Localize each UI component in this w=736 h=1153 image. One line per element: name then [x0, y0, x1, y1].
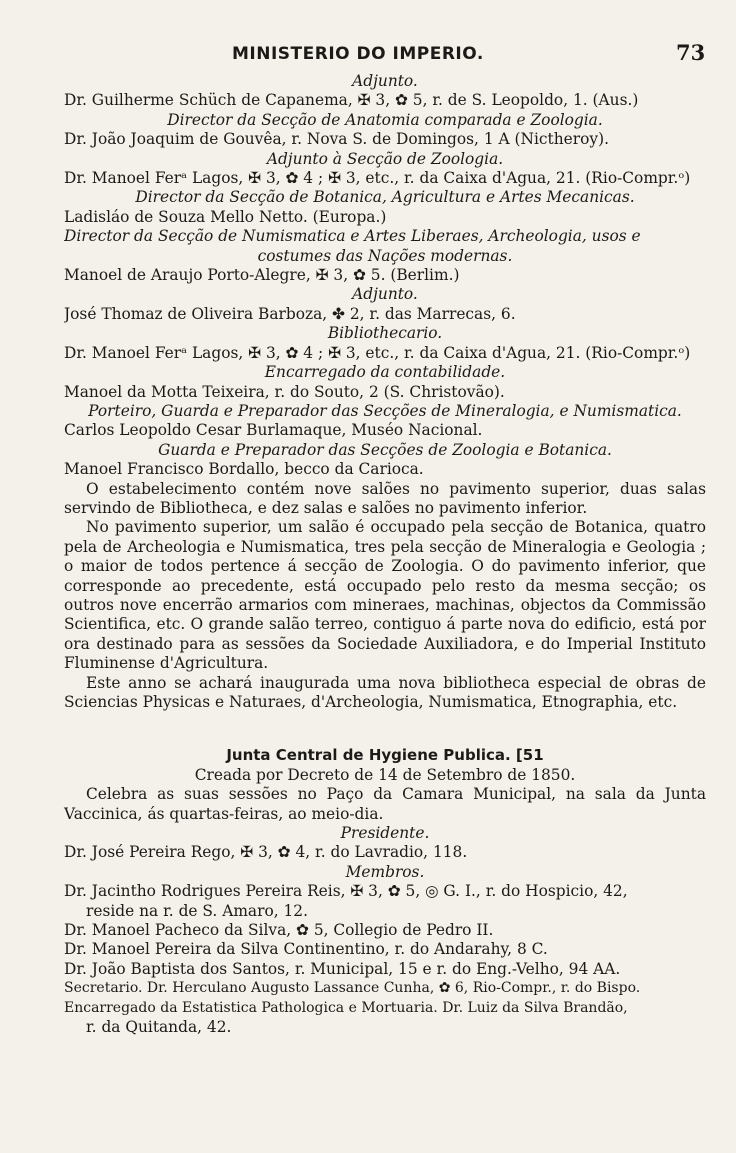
page-header: [0, 40, 736, 70]
entry-line: Ladisláo de Souza Mello Netto. (Europa.): [64, 207, 387, 226]
entry-line: Dr. Guilherme Schüch de Capanema, ✠ 3, ✿ 5, r. de S. Leopoldo, 1. (Aus.): [64, 91, 639, 110]
entry-line-continued: reside na r. de S. Amaro, 12.: [86, 901, 308, 920]
entry-line: Manoel da Motta Teixeira, r. do Souto, 2 (S. Christovão).: [64, 382, 505, 401]
role-heading: Encarregado da contabilidade.: [264, 363, 506, 382]
section-title: Junta Central de Hygiene Publica. [51: [226, 746, 544, 765]
entry-line: Dr. João Joaquim de Gouvêa, r. Nova S. de Domingos, 1 A (Nictheroy).: [64, 130, 609, 149]
entry-line: Dr. Jacintho Rodrigues Pereira Reis, ✠ 3, ✿ 5, ◎ G. I., r. do Hospicio, 42,: [64, 882, 628, 901]
role-heading: Adjunto.: [352, 285, 418, 304]
entry-line: Dr. Manoel Pacheco da Silva, ✿ 5, Collegio de Pedro II.: [64, 921, 494, 940]
entry-line: Secretario. Dr. Herculano Augusto Lassance Cunha, ✿ 6, Rio-Compr., r. do Bispo.: [64, 980, 641, 997]
description-paragraph: No pavimento superior, um salão é occupado pela secção de Botanica, quatro pela de Archeologia e Numismatica, tres pela secção de Mineralogia e Geologia ; o maior de todos pertence á secção de Zoologia. O do pavimento inferior, que corresponde ao precedente, está occupado pelo resto da mesma secção; os outros nove encerrão armarios com mineraes, machinas, objectos da Commissão Scientifica, etc. O grande salão terreo, contiguo á parte nova do edificio, está por ora destinado para as sessões da Sociedade Auxiliadora, e do Imperial Instituto Fluminense d'Agricultura.: [64, 518, 706, 673]
page-number: 73: [676, 40, 706, 65]
description-paragraph: Celebra as suas sessões no Paço da Camara Municipal, na sala da Junta Vaccinica, ás quartas-feiras, ao meio-dia.: [64, 785, 706, 823]
entry-line: Dr. José Pereira Rego, ✠ 3, ✿ 4, r. do Lavradio, 118.: [64, 843, 468, 862]
entry-line: Dr. Manoel Ferᵃ Lagos, ✠ 3, ✿ 4 ; ✠ 3, etc., r. da Caixa d'Agua, 21. (Rio-Compr.ᵒ): [64, 169, 691, 188]
entry-line: Dr. Manoel Ferᵃ Lagos, ✠ 3, ✿ 4 ; ✠ 3, etc., r. da Caixa d'Agua, 21. (Rio-Compr.ᵒ): [64, 343, 691, 362]
role-heading: Guarda e Preparador das Secções de Zoologia e Botanica.: [158, 440, 612, 459]
role-heading-continued: costumes das Nações modernas.: [257, 246, 513, 265]
description-paragraph: Este anno se achará inaugurada uma nova bibliotheca especial de obras de Sciencias Physicas e Naturaes, d'Archeologia, Numismatica, Etnographia, etc.: [64, 673, 706, 711]
role-heading: Porteiro, Guarda e Preparador das Secções de Mineralogia, e Numismatica.: [88, 401, 682, 420]
page-body: [64, 72, 706, 1038]
description-paragraph: O estabelecimento contém nove salões no pavimento superior, duas salas servindo de Bibliotheca, e dez salas e salões no pavimento inferior.: [64, 479, 706, 517]
role-heading: Adjunto.: [352, 72, 418, 90]
role-heading: Director da Secção de Botanica, Agricultura e Artes Mecanicas.: [135, 188, 635, 207]
section-subtitle: Creada por Decreto de 14 de Setembro de 1850.: [194, 765, 576, 784]
section-gap: [64, 712, 706, 746]
entry-line: Encarregado da Estatistica Pathologica e Mortuaria. Dr. Luiz da Silva Brandão,: [64, 999, 628, 1016]
role-heading: Adjunto à Secção de Zoologia.: [266, 149, 504, 168]
role-heading: Director da Secção de Anatomia comparada e Zoologia.: [167, 110, 603, 129]
entry-line: Dr. João Baptista dos Santos, r. Municipal, 15 e r. do Eng.-Velho, 94 AA.: [64, 959, 621, 978]
role-heading: Presidente.: [340, 824, 430, 843]
entry-line: José Thomaz de Oliveira Barboza, ✤ 2, r. das Marrecas, 6.: [64, 304, 516, 323]
role-heading: Bibliothecario.: [327, 324, 443, 343]
entry-line-continued: r. da Quitanda, 42.: [86, 1018, 232, 1037]
running-title: MINISTERIO DO IMPERIO.: [232, 44, 484, 64]
role-heading: Director da Secção de Numismatica e Artes Liberaes, Archeologia, usos e: [64, 227, 641, 246]
role-heading: Membros.: [345, 862, 425, 881]
entry-line: Dr. Manoel Pereira da Silva Continentino, r. do Andarahy, 8 C.: [64, 940, 548, 959]
entry-line: Carlos Leopoldo Cesar Burlamaque, Muséo Nacional.: [64, 421, 483, 440]
entry-line: Manoel Francisco Bordallo, becco da Carioca.: [64, 460, 424, 479]
entry-line: Manoel de Araujo Porto-Alegre, ✠ 3, ✿ 5. (Berlim.): [64, 266, 460, 285]
